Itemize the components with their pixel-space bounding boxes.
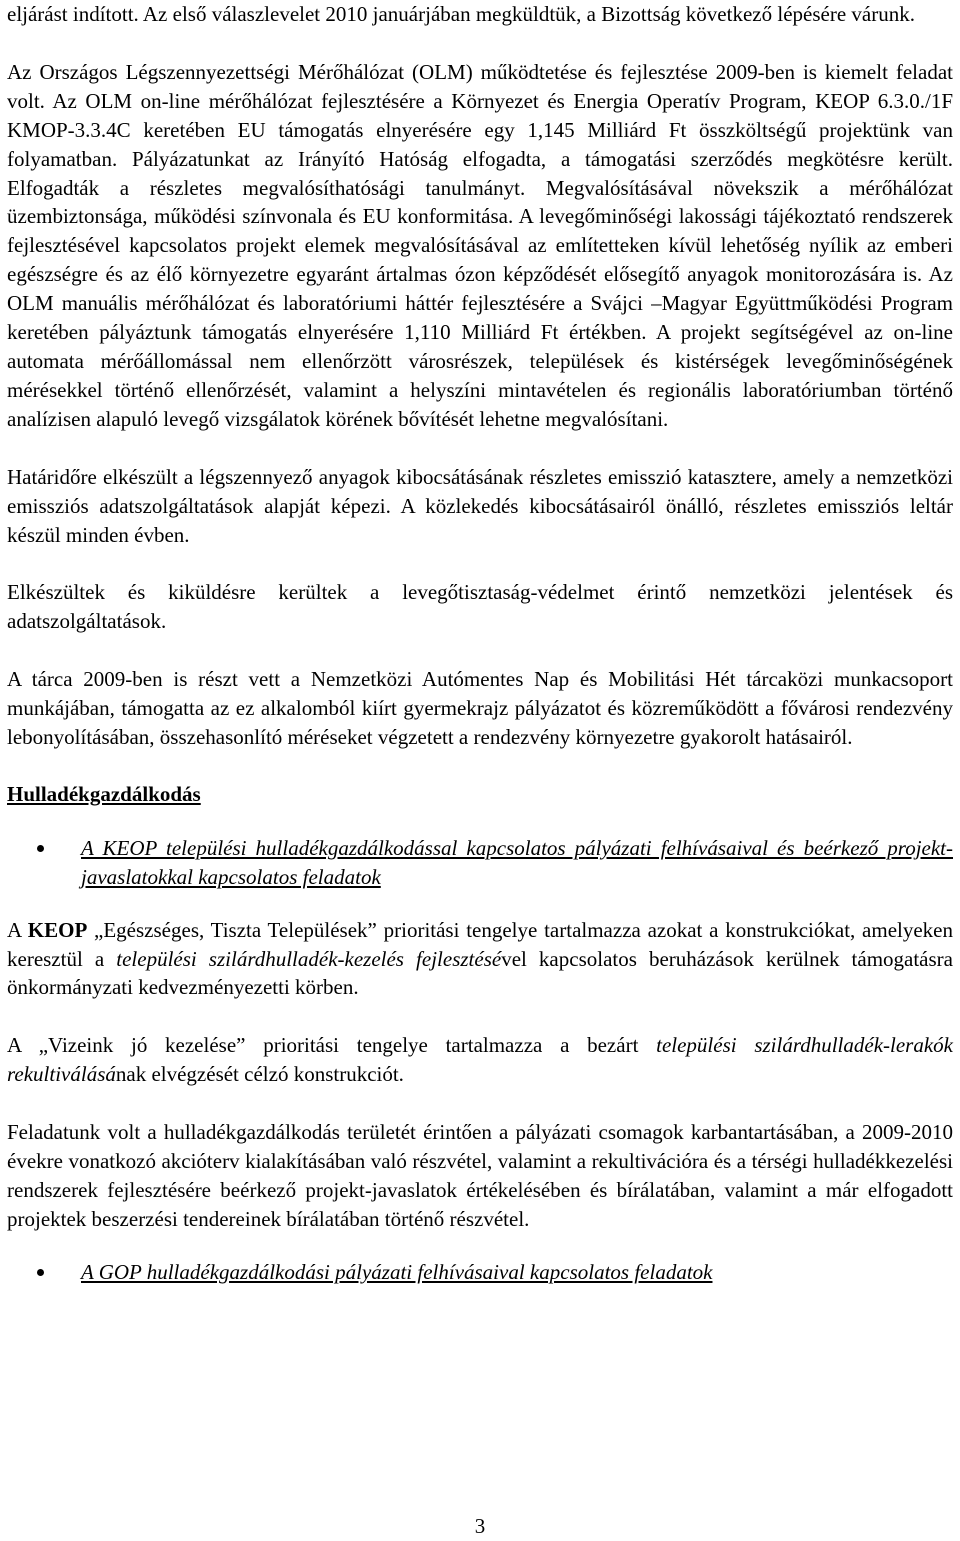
paragraph-car-free-day: A tárca 2009-ben is részt vett a Nemzetközi Autómentes Nap és Mobilitási Hét tárcaközi munkacsoport munkájában, támogatta az ez alkalomból kiírt gyermekrajz pályázatot és közreműködött a fővárosi rendezvény lebonyolításában, összehasonlító méréseket végzetett a rendezvény környezetre gyakorolt hatásairól. — [7, 667, 953, 750]
keop-italic: települési szilárdhulladék-kezelés fejlesztésé — [116, 946, 502, 971]
vizeink-text-a: A „Vizeink jó kezelése” prioritási tengelye tartalmazza a bezárt — [7, 1033, 657, 1058]
bullet-icon — [37, 1269, 44, 1276]
paragraph-emission-inventory: Határidőre elkészült a légszennyező anyagok kibocsátásának részletes emisszió katasztere, amely a nemzetközi emissziós adatszolgáltatások alapját képezi. A közlekedés kibocsátásairól önálló, részletes emissziós leltár készül minden évben. — [7, 464, 953, 547]
bullet-icon — [37, 845, 44, 852]
bullet-text-gop: A GOP hulladékgazdálkodási pályázati felhívásaival kapcsolatos feladatok — [81, 1259, 713, 1284]
bullet-list-gop — [7, 1258, 953, 1287]
keop-text-e: vel kapcsolatos beruházások kerülnek támogatásra önkormányzati kedvezményezetti körben. — [7, 946, 953, 1000]
bullet-item-gop — [7, 1258, 953, 1287]
bullet-text-keop: A KEOP települési hulladékgazdálkodással kapcsolatos pályázati felhívásaival és beérkező projekt-javaslatokkal kapcsolatos feladatok — [81, 835, 953, 889]
paragraph-vizeink-priority — [7, 1031, 953, 1089]
paragraph-tasks: Feladatunk volt a hulladékgazdálkodás területét érintően a pályázati csomagok karbantartásában, a 2009-2010 évekre vonatkozó akcióterv kialakításában való részvétel, valamint a rekultivációra és a térségi hulladékkezelési rendszerek fejlesztésére beérkező projekt-javaslatok értékelésében és bírálatában, valamint a már elfogadott projektek beszerzési tendereinek bírálatában történő részvétel. — [7, 1120, 953, 1231]
paragraph-international-reports: Elkészültek és kiküldésre kerültek a levegőtisztaság-védelmet érintő nemzetközi jelentések és adatszolgáltatások. — [7, 580, 953, 634]
paragraph-keop-priority — [7, 916, 953, 1003]
vizeink-italic: települési szilárdhulladék-lerakók rekultiválásá — [7, 1033, 953, 1087]
vizeink-text-c: nak elvégzését célzó konstrukciót. — [115, 1062, 404, 1087]
keop-text-a: A — [7, 917, 28, 942]
section-heading-waste-management: Hulladékgazdálkodás — [7, 781, 201, 806]
keop-text-c: „Egészséges, Tiszta Települések” prioritási tengelye tartalmazza azokat a konstrukciókat, amelyeken keresztül a — [7, 917, 953, 971]
keop-bold: KEOP — [27, 917, 88, 942]
bullet-item-keop — [7, 834, 953, 892]
paragraph-intro-fragment: eljárást indított. Az első válaszlevelet 2010 januárjában megküldtük, a Bizottság következő lépésére várunk. — [7, 2, 915, 26]
paragraph-olm: Az Országos Légszennyezettségi Mérőhálózat (OLM) működtetése és fejlesztése 2009-ben is kiemelt feladat volt. Az OLM on-line mérőhálózat fejlesztésére a Környezet és Energia Operatív Program, KEOP 6.3.0./1F KMOP-3.3.4C keretében EU támogatás elnyerésére egy 1,145 Milliárd Ft összköltségű projektünk van folyamatban. Pályázatunkat az Irányító Hatóság elfogadta, a támogatási szerződés megkötésre került. Elfogadták a részletes megvalósíthatósági tanulmányt. Megvalósításával növekszik a mérőhálózat üzembiztonsága, működési színvonala és EU konformitása. A levegőminőségi lakossági tájékoztató rendszerek fejlesztésével kapcsolatos projekt elemek megvalósításával az említetteken kívül lehetőség nyílik az emberi egészségre és az élő környezetre egyaránt ártalmas ózon képződését elősegítő anyagok monitorozására is. Az OLM manuális mérőhálózat és laboratóriumi háttér fejlesztésére a Svájci –Magyar Együttműködési Program keretében pályáztunk támogatás elnyerésére 1,110 Milliárd Ft értékben. A projekt segítségével az on-line automata mérőállomással nem ellenőrzött városrészek, települések és kistérségek levegőminőségének mérésekkel történő ellenőrzését, valamint a helyszíni mintavételen és regionális laboratóriumban történő analízisen alapuló levegő vizsgálatok körének bővítését lehetne megvalósítani. — [7, 59, 953, 431]
page-number: 3 — [474, 1514, 486, 1538]
bullet-list-keop — [7, 834, 953, 892]
